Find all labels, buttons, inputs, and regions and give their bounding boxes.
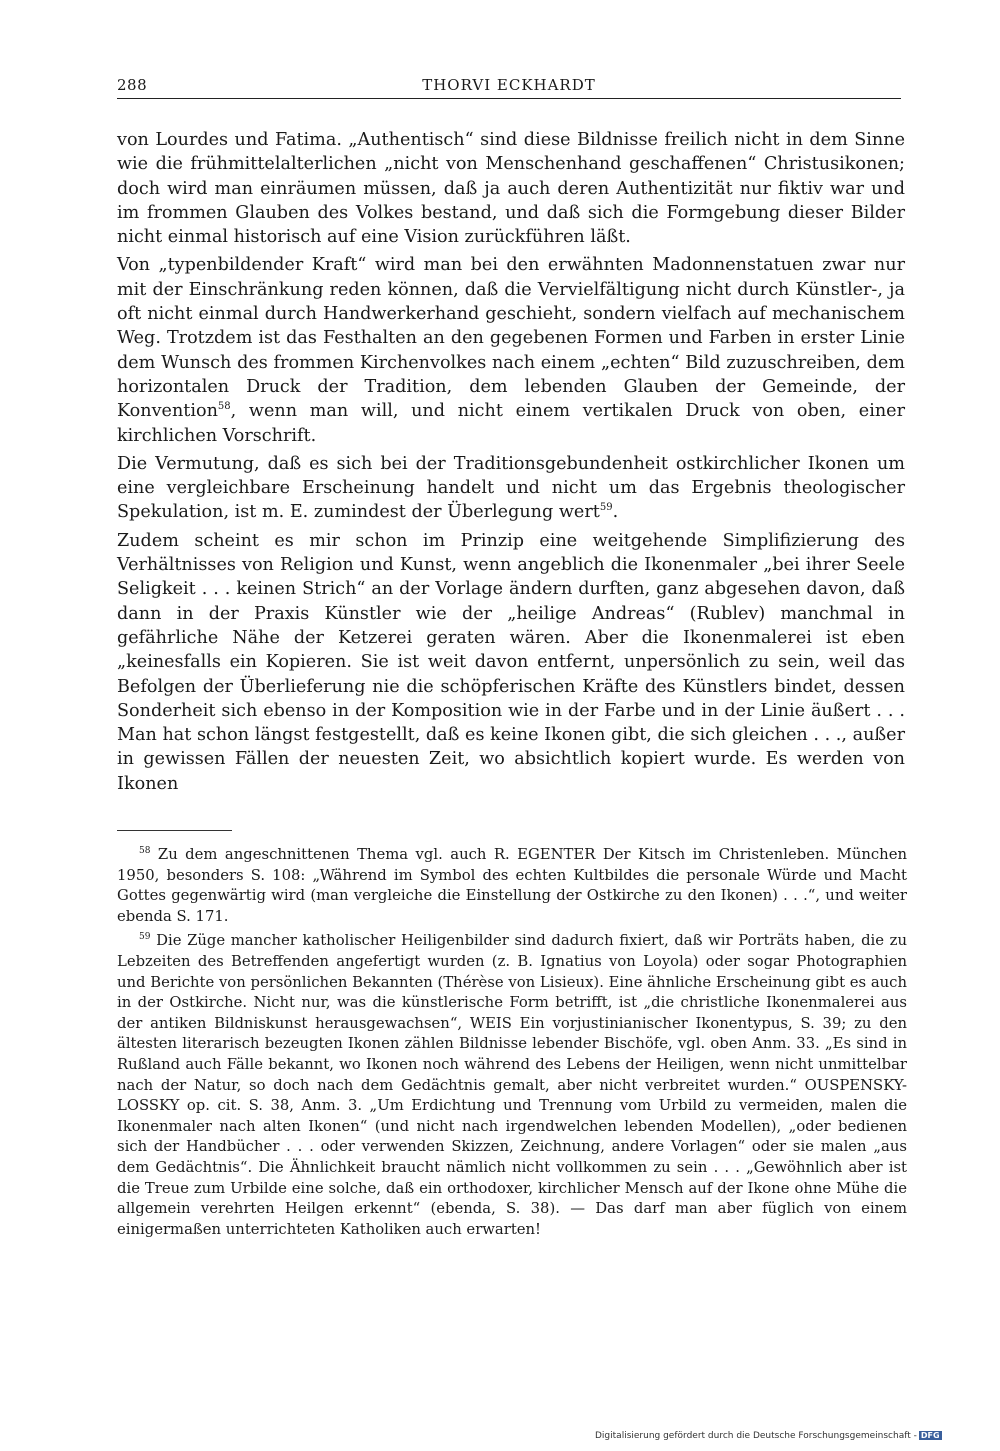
footnotes: [117, 845, 907, 1244]
paragraph: Von „typenbildender Kraft“ wird man bei den erwähnten Madonnenstatuen zwar nur mit der Einschränkung reden können, daß die Vervielfältigung nicht durch Künstler-, ja oft nicht einmal durch Handwerkerhand geschieht, sondern vielfach auf mechanischem Weg. Trotzdem ist das Festhalten an den gegebenen Formen und Farben in erster Linie dem Wunsch des frommen Kirchenvolkes nach einem „echten“ Bild zuzuschreiben, dem horizontalen Druck der Tradition, dem lebenden Glauben der Gemeinde, der Konvention$^{58}$, wenn man will, und nicht einem vertikalen Druck von oben, einer kirchlichen Vorschrift.: [117, 255, 905, 446]
footnote-58: $^{58}$ Zu dem angeschnittenen Thema vgl. auch R. EGENTER Der Kitsch im Christenleben. München 1950, besonders S. 108: „Während im Symbol des echten Kultbildes die personale Würde und Macht Gottes gegenwärtig wird (man vergleiche die Einstellung der Ostkirche zu den Ikonen) . . .“, und weiter ebenda S. 171.: [117, 846, 907, 925]
page-number: 288: [117, 76, 148, 94]
main-text: [117, 128, 905, 800]
footnote-divider: [117, 830, 232, 831]
paragraph: Die Vermutung, daß es sich bei der Traditionsgebundenheit ostkirchlicher Ikonen um eine vergleichbare Erscheinung handelt und nicht um das Ergebnis theologischer Spekulation, ist m. E. zumindest der Überlegung wert$^{59}$.: [117, 453, 905, 523]
running-header: [117, 74, 901, 99]
dfg-logo: DFG: [920, 1431, 940, 1440]
paragraph: Zudem scheint es mir schon im Prinzip eine weitgehende Simplifizierung des Verhältnisses von Religion und Kunst, wenn angeblich die Ikonenmaler „bei ihrer Seele Seligkeit . . . keinen Strich“ an der Vorlage ändern durften, ganz abgesehen davon, daß dann in der Praxis Künstler wie der „heilige Andreas“ (Rublev) manchmal in gefährliche Nähe der Ketzerei geraten wären. Aber die Ikonenmalerei ist eben „keinesfalls ein Kopieren. Sie ist weit davon entfernt, unpersönlich zu sein, weil das Befolgen der Überlieferung nie die schöpferischen Kräfte des Künstlers bindet, dessen Sonderheit sich ebenso in der Komposition wie in der Farbe und in der Linie äußert . . . Man hat schon längst festgestellt, daß es keine Ikonen gibt, die sich gleichen . . ., außer in gewissen Fällen der neuesten Zeit, wo absichtlich kopiert wurde. Es werden von Ikonen: [117, 530, 905, 794]
digitization-note: Digitalisierung gefördert durch die Deutsche Forschungsgemeinschaft - DFG: [595, 1431, 940, 1441]
running-title: THORVI ECKHARDT: [422, 76, 596, 94]
paragraph: von Lourdes und Fatima. „Authentisch“ sind diese Bildnisse freilich nicht in dem Sinne wie die frühmittelalterlichen „nicht von Menschenhand geschaffenen“ Christusikonen; doch wird man einräumen müssen, daß ja auch deren Authentizität nur fiktiv war und im frommen Glauben des Volkes bestand, und daß sich die Formgebung dieser Bilder nicht einmal historisch auf eine Vision zurückführen läßt.: [117, 130, 905, 248]
footnote-ref: 59: [599, 502, 613, 514]
footnote-59: $^{59}$ Die Züge mancher katholischer Heiligenbilder sind dadurch fixiert, daß wir Porträts haben, die zu Lebzeiten des Betreffenden angefertigt wurden (z. B. Ignatius von Loyola) oder sogar Photographien und Berichte von persönlichen Bekannten (Thérèse von Lisieux). Eine ähnliche Erscheinung gibt es auch in der Ostkirche. Nicht nur, was die künstlerische Form betrifft, ist „die christliche Ikonenmalerei aus der antiken Bildniskunst herausgewachsen“, WEIS Ein vorjustinianischer Ikonentypus, S. 39; zu den ältesten literarisch bezeugten Ikonen zählen Bildnisse lebender Bischöfe, vgl. oben Anm. 33. „Es sind in Rußland auch Fälle bekannt, wo Ikonen noch während des Lebens der Heiligen, wenn nicht unmittelbar nach der Natur, so doch nach dem Gedächtnis gemalt, aber nicht verbreitet wurden.“ OUSPENSKY-LOSSKY op. cit. S. 38, Anm. 3. „Um Erdichtung und Trennung vom Urbild zu vermeiden, malen die Ikonenmaler nach alten Ikonen“ (und nicht nach irgendwelchen lebenden Modellen), „oder bedienen sich der Handbücher . . . oder verwenden Skizzen, Zeichnung, andere Vorlagen“ oder sie malen „aus dem Gedächtnis“. Die Ähnlichkeit braucht nämlich nicht vollkommen zu sein . . . „Gewöhnlich aber ist die Treue zum Urbilde eine solche, daß ein orthodoxer, kirchlicher Mensch auf der Ikone ohne Mühe die allgemein verehrten Heilgen erkennt“ (ebenda, S. 38). — Das darf man aber füglich von einem einigermaßen unterrichteten Katholiken auch erwarten!: [117, 932, 907, 1238]
footnote-ref: 58: [217, 401, 231, 413]
